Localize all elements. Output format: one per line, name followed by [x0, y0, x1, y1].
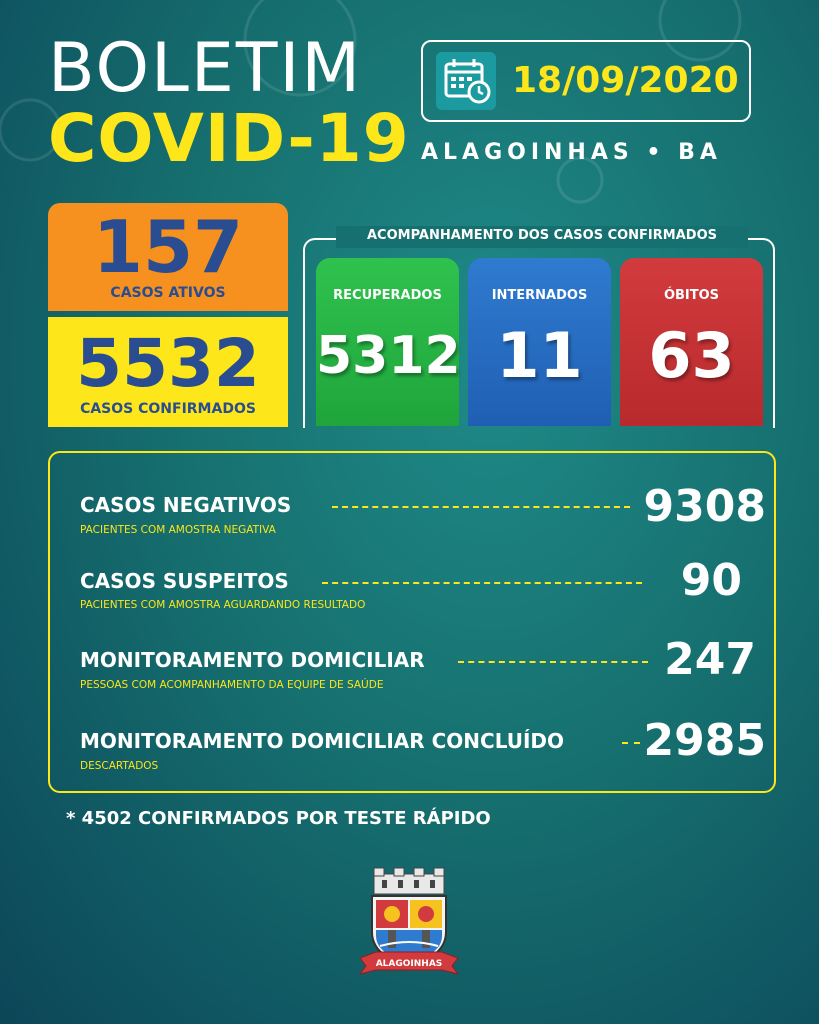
deaths-card: [620, 258, 763, 426]
location-label: ALAGOINHAS • BA: [421, 140, 722, 165]
confirmed-cases-box: [48, 317, 288, 427]
logo-ribbon-text: ALAGOINHAS: [375, 959, 443, 969]
confirmed-cases-value: 5532: [76, 325, 260, 402]
calendar-clock-icon: [436, 52, 496, 110]
recovered-value: 5312: [316, 326, 461, 386]
home-monitoring-value: 247: [664, 634, 756, 685]
negative-cases-title: CASOS NEGATIVOS: [80, 493, 292, 517]
deaths-label: ÓBITOS: [663, 288, 720, 303]
confirmed-cases-label: CASOS CONFIRMADOS: [80, 401, 256, 417]
hospitalized-card: [468, 258, 611, 426]
dotted-leader: [332, 506, 630, 508]
suspected-cases-title: CASOS SUSPEITOS: [80, 569, 289, 593]
home-monitoring-subtitle: PESSOAS COM ACOMPANHAMENTO DA EQUIPE DE SAÚDE: [80, 679, 384, 691]
home-monitoring-done-value: 2985: [643, 715, 766, 766]
suspected-cases-subtitle: PACIENTES COM AMOSTRA AGUARDANDO RESULTADO: [80, 599, 366, 611]
active-cases-value: 157: [92, 205, 244, 289]
deaths-value: 63: [648, 319, 735, 392]
bulletin-date: 18/09/2020: [512, 60, 739, 101]
title-covid19: COVID-19: [48, 100, 410, 177]
title-boletim: BOLETIM: [48, 29, 363, 108]
tracking-title: ACOMPANHAMENTO DOS CASOS CONFIRMADOS: [367, 228, 717, 243]
active-cases-box: [48, 203, 288, 311]
negative-cases-subtitle: PACIENTES COM AMOSTRA NEGATIVA: [80, 524, 276, 536]
recovered-label: RECUPERADOS: [333, 288, 442, 303]
home-monitoring-done-title: MONITORAMENTO DOMICILIAR CONCLUÍDO: [80, 729, 565, 753]
active-cases-label: CASOS ATIVOS: [110, 285, 226, 301]
home-monitoring-done-subtitle: DESCARTADOS: [80, 760, 159, 772]
negative-cases-value: 9308: [643, 481, 766, 532]
suspected-cases-value: 90: [680, 555, 742, 606]
dotted-leader: [322, 582, 642, 584]
hospitalized-label: INTERNADOS: [491, 288, 588, 303]
home-monitoring-title: MONITORAMENTO DOMICILIAR: [80, 648, 425, 672]
rapid-test-footnote: * 4502 CONFIRMADOS POR TESTE RÁPIDO: [66, 808, 491, 829]
recovered-card: [316, 258, 459, 426]
hospitalized-value: 11: [496, 319, 583, 392]
city-coat-of-arms-icon: [358, 866, 460, 978]
